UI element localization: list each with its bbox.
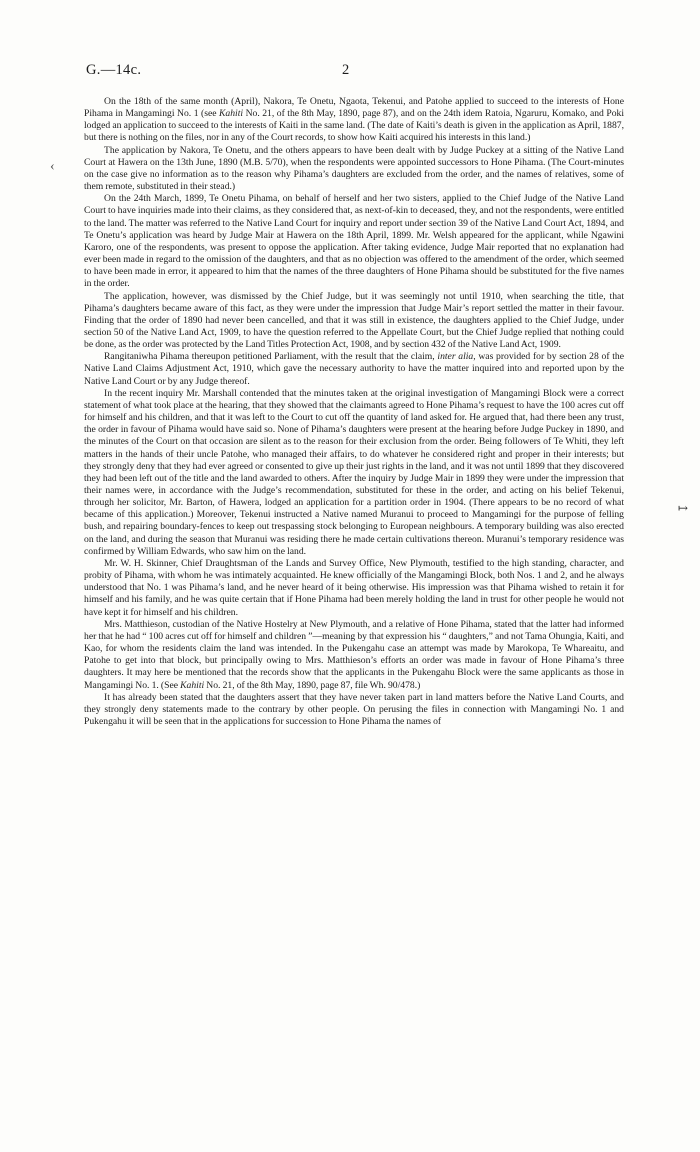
right-margin-mark: ↦ [678, 501, 689, 515]
text-run: It has already been stated that the daughters assert that they have never taken part in land matters before the Native Land Courts, and they strongly deny statements made to the contrary by other people. On perusing the files in connection with Mangamingi No. 1 and Pukengahu it will be seen that in the applications for succession to Hone Pihama the names of [84, 691, 624, 727]
left-margin-mark: ‹ [50, 159, 55, 174]
text-run: No. 21, of the 8th May, 1890, page 87), and on the 24th idem Ratoia, Ngaruru, Komako, and Poki lodged an application to succeed to the interests of Kaiti in the same land. (The date of Kaiti’s death is given in the application as April, 1887, but there is nothing on the files, nor in any of the Court records, to show how Kaiti acquired his interests in this land.) [84, 108, 624, 144]
document-reference: G.—14c. [86, 62, 142, 78]
paragraph [84, 145, 624, 194]
paragraph [84, 351, 624, 387]
text-run: On the 24th March, 1899, Te Onetu Pihama, on behalf of herself and her two sisters, applied to the Chief Judge of the Native Land Court to have inquiries made into their claims, as they considered that, as next-of-kin to deceased, they, and not the respondents, were entitled to the land. The matter was referred to the Native Land Court for inquiry and report under section 39 of the Native Land Court Act, 1894, and Te Onetu’s application was heard by Judge Mair at Hawera on the 18th April, 1899. Mr. Welsh appeared for the applicant, while Ngawini Karoro, one of the respondents, was present to oppose the application. After taking evidence, Judge Mair reported that no explanation had ever been made in regard to the omission of the daughters, and that as no objection was offered to the amendment of the order, which seemed to have been made in error, it appeared to him that the names of the three daughters of Hone Pihama should be substituted for the five names in the order. [84, 193, 624, 290]
text-run: On the 18th of the same month (April), Nakora, Te Onetu, Ngaota, Tekenui, and Patohe applied to succeed to the interests of Hone Pihama in Mangamingi No. 1 (see [84, 96, 624, 120]
paragraph [84, 291, 624, 352]
italic-text: Kahiti [180, 679, 205, 691]
paragraph [84, 692, 624, 728]
text-run: No. 21, of the 8th May, 1890, page 87, file Wh. 90/478.) [204, 679, 421, 691]
text-run: The application, however, was dismissed by the Chief Judge, but it was seemingly not until 1910, when searching the title, that Pihama’s daughters became aware of this fact, as they were under the impression that Judge Mair’s report settled the matter in their favour. Finding that the order of 1890 had never been cancelled, and that it was still in existence, the daughters applied to the Chief Judge, under section 50 of the Native Land Act, 1909, to have the question referred to the Appellate Court, but the Chief Judge replied that nothing could be done, as the order was protected by the Land Titles Protection Act, 1908, and by section 432 of the Native Land Act, 1909. [84, 290, 624, 351]
italic-text: inter alia [437, 351, 474, 363]
paragraph [84, 388, 624, 558]
document-body [84, 96, 624, 728]
paragraph [84, 619, 624, 692]
text-run: Mr. W. H. Skinner, Chief Draughtsman of the Lands and Survey Office, New Plymouth, testified to the high standing, character, and probity of Pihama, with whom he was intimately acquainted. He knew officially of the Mangamingi Block, both Nos. 1 and 2, and he always understood that No. 1 was Pihama’s land, and he never heard of it being otherwise. His impression was that Pihama wished to retain it for himself and his family, and he was quite certain that if Hone Pihama had been merely holding the land in trust for other people he would not have kept it for himself and his children. [84, 557, 624, 618]
text-run: , was provided for by section 28 of the Native Land Claims Adjustment Act, 1910, which gave the necessary authority to have the matter inquired into and reported upon by the Native Land Court or by any Judge thereof. [84, 351, 624, 387]
italic-text: Kahiti [219, 108, 244, 120]
paragraph [84, 558, 624, 619]
text-run: Mrs. Matthieson, custodian of the Native Hostelry at New Plymouth, and a relative of Hone Pihama, stated that the latter had informed her that he had “ 100 acres cut off for himself and children ”—meaning by that expression his “ daughters,” and not Tama Ohungia, Kaiti, and Kao, for whom the residents claim the land was intended. In the Pukengahu case an attempt was made by Marokopa, Te Whareaitu, and Patohe to get into that block, but principally owing to Mrs. Matthieson’s efforts an order was made in favour of Hone Pihama’s three daughters. It may here be mentioned that the records show that the applicants in the Pukengahu Block were the same applicants as those in Mangamingi No. 1. (See [84, 618, 624, 691]
text-run: The application by Nakora, Te Onetu, and the others appears to have been dealt with by Judge Puckey at a sitting of the Native Land Court at Hawera on the 13th June, 1890 (M.B. 5/70), when the respondents were appointed successors to Hone Pihama. (The Court-minutes on the case give no information as to the reason why Pihama’s daughters are excluded from the order, and the names of relatives, some of them remote, substituted in their stead.) [84, 144, 624, 193]
paragraph [84, 96, 624, 145]
text-run: Rangitaniwha Pihama thereupon petitioned Parliament, with the result that the claim, [104, 351, 438, 363]
paragraph [84, 193, 624, 290]
page-number: 2 [342, 62, 350, 78]
text-run: In the recent inquiry Mr. Marshall contended that the minutes taken at the original investigation of Mangamingi Block were a correct statement of what took place at the hearing, that they showed that the claimants agreed to Hone Pihama’s request to have the 100 acres cut off for himself and his children, and that it was left to the Court to cut off the quantity of land asked for. He argued that, had there been any trust, the order in favour of Pihama would have said so. None of Pihama’s daughters were present at the hearing before Judge Puckey in 1890, and the minutes of the Court on that occasion are silent as to the reason for their exclusion from the order. Being followers of Te Whiti, they left matters in the hands of their uncle Patohe, who managed their affairs, to do whatever he considered right and proper in their interests; but they strongly deny that they had ever agreed or consented to give up their just rights in the land, and it was not until 1899 that they discovered they had been left out of the title and the land awarded to others. After the inquiry by Judge Mair in 1899 they were under the impression that their names were, in accordance with the Judge’s recommendation, substituted for these in the order, and acting on his belief Tekenui, through her solicitor, Mr. Barton, of Hawera, lodged an application for a partition order in 1904. (There appears to be no record of what became of this application.) Moreover, Tekenui instructed a Native named Muranui to proceed to Mangamingi for the purpose of felling bush, and repairing boundary-fences to keep out trespassing stock belonging to European neighbours. A temporary building was also erected on the land, and during the season that Muranui was residing there he made certain cultivations thereon. Muranui’s temporary residence was confirmed by William Edwards, who saw him on the land. [84, 387, 624, 557]
